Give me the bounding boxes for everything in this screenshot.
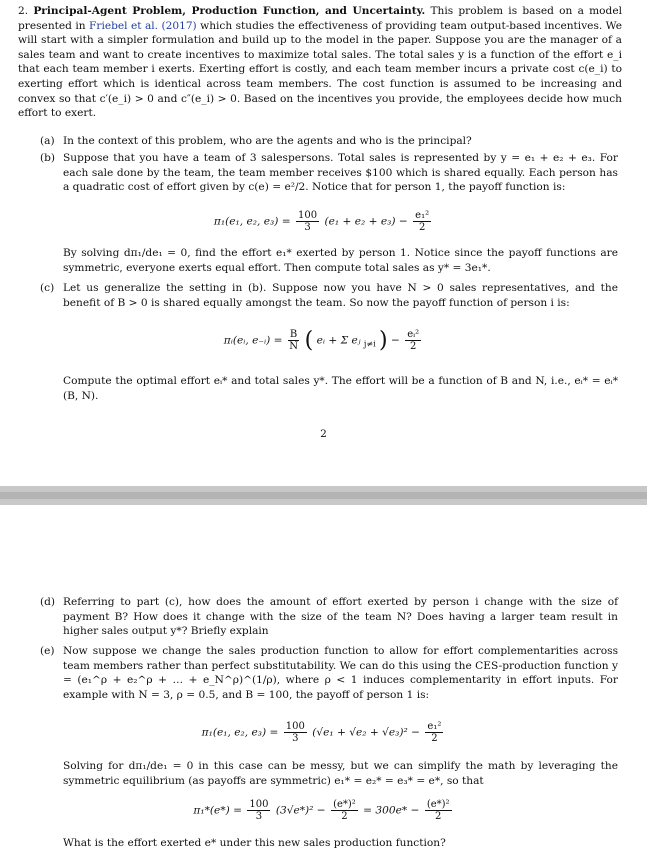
part-d-label: (d) bbox=[40, 596, 56, 608]
eq-c-frac bbox=[288, 329, 299, 352]
eq-b-den: 3 bbox=[304, 222, 311, 233]
page-2 bbox=[0, 505, 647, 855]
eq-e2-c2den: 2 bbox=[435, 811, 442, 822]
eq-c-cnum: eᵢ² bbox=[407, 329, 420, 340]
part-a-text: In the context of this problem, who are the agents and who is the principal? bbox=[63, 135, 472, 147]
intro-text-a: This problem is based on a model presented in bbox=[18, 5, 622, 32]
eq-c-sub: j≠i bbox=[363, 339, 376, 349]
part-e-mid bbox=[40, 759, 618, 788]
eq-b-num: 100 bbox=[298, 210, 318, 221]
eq-e1-rest: (√e₁ + √e₂ + √e₃)² − bbox=[312, 726, 421, 739]
eq-c-den: N bbox=[289, 341, 298, 352]
part-c-after: Compute the optimal effort eᵢ* and total sales y*. The effort will be a function of B and N, i.e., eᵢ* = eᵢ*(B, N). bbox=[63, 375, 618, 402]
eq-e2-cnum: (e*)² bbox=[333, 799, 356, 810]
part-e bbox=[40, 644, 618, 702]
part-b-text: Suppose that you have a team of 3 salespersons. Total sales is represented by y = e₁ + e₂ + e₃. For each sale done by the team, the team member receives $100 which is shared equally. Each person has a quadratic cost of effort given by c(e) = e²/2. Notice that for person 1, the payoff function is: bbox=[63, 152, 618, 194]
intro-text-b: which studies the effectiveness of providing team output-based incentives. We will start with a simpler formulation and build up to the model in the paper. Suppose you are the manager of a sales team and want to create incentives to maximize total sales. The total sales y is a function of the effort e_i that each team member i exerts. Exerting effort is costly, and each team member incurs a private cost c(e_i) to exerting effort which is identical across team members. The cost function is assumed to be increasing and convex so that c′(e_i) > 0 and c″(e_i) > 0. Based on the incentives you provide, the employees decide how much effort to exert. bbox=[18, 19, 622, 120]
citation-link[interactable]: Friebel et al. (2017) bbox=[89, 19, 197, 32]
part-b-followup bbox=[40, 246, 618, 275]
eq-b-cost bbox=[413, 210, 431, 233]
part-d bbox=[40, 595, 618, 639]
eq-e2-lhs: π₁*(e*) = bbox=[193, 804, 243, 817]
part-b-label: (b) bbox=[40, 152, 56, 164]
problem-number: 2. bbox=[18, 5, 29, 17]
eq-e2-num: 100 bbox=[249, 799, 269, 810]
equation-b bbox=[0, 210, 647, 233]
problem-title: Principal-Agent Problem, Production Function, and Uncertainty. bbox=[33, 5, 426, 17]
eq-c-cden: 2 bbox=[410, 341, 417, 352]
part-b bbox=[40, 151, 618, 195]
part-e-question-text: What is the effort exerted e* under this new sales production function? bbox=[63, 837, 446, 849]
eq-e2-c2num: (e*)² bbox=[426, 799, 450, 810]
part-a-label: (a) bbox=[40, 135, 55, 147]
part-e-mid-text: Solving for dπ₁/de₁ = 0 in this case can be messy, but we can simplify the math by leveraging the symmetric equilibrium (as payoffs are symmetric) e₁* = e₂* = e₃* = e*, so that bbox=[63, 760, 618, 787]
eq-e2-mid: = 300e* − bbox=[363, 804, 420, 817]
eq-e1-lhs: π₁(e₁, e₂, e₃) = bbox=[201, 726, 279, 739]
eq-c-num: B bbox=[289, 329, 298, 340]
part-d-text: Referring to part (c), how does the amount of effort exerted by person i change with the size of payment B? How does it change with the size of the team N? Does having a larger team result in higher sales output y*? Briefly explain bbox=[63, 596, 618, 638]
eq-c-lhs: πᵢ(eᵢ, e₋ᵢ) = bbox=[223, 334, 283, 347]
eq-e1-cden: 2 bbox=[431, 733, 438, 744]
part-c-followup bbox=[40, 374, 618, 403]
part-b-after: By solving dπ₁/de₁ = 0, find the effort e₁* exerted by person 1. Notice since the payoff functions are symmetric, everyone exerts equal effort. Then compute total sales as y* = 3e₁*. bbox=[63, 247, 618, 274]
eq-e1-cost bbox=[425, 721, 443, 744]
eq-b-cden: 2 bbox=[418, 222, 426, 233]
page-number: 2 bbox=[320, 428, 327, 440]
eq-c-cost bbox=[405, 329, 421, 352]
part-e-text: Now suppose we change the sales production function to allow for effort complementarities across team members rather than perfect substitutability. We can do this using the CES-production function y = (e₁^ρ + e₂^ρ + … + e_N^ρ)^(1/ρ), where ρ < 1 induces complementarity in effort inputs. For example with N = 3, ρ = 0.5, and B = 100, the payoff of person 1 is: bbox=[63, 645, 618, 701]
eq-c-inner: eᵢ + Σ eⱼ bbox=[316, 334, 361, 347]
part-e-label: (e) bbox=[40, 645, 55, 657]
part-c-label: (c) bbox=[40, 282, 55, 294]
eq-e2-cost bbox=[331, 799, 358, 822]
equation-c: πᵢ(eᵢ, e₋ᵢ) = $\frac{B}{N}$ ( eᵢ + Σ eⱼ $_{j\ne i}$ ) − $\frac{\text{eᵢ²}}{2}$ bbox=[223, 328, 420, 353]
equation-e2 bbox=[0, 799, 647, 822]
eq-b-frac bbox=[296, 210, 319, 233]
eq-b-lhs: π₁(e₁, e₂, e₃) = bbox=[213, 215, 291, 228]
equation-e1 bbox=[0, 721, 647, 744]
eq-b-cnum: e₁² bbox=[415, 210, 430, 221]
part-c-text: Let us generalize the setting in (b). Suppose now you have N > 0 sales representatives, and the benefit of B > 0 is shared equally amongst the team. So now the payoff function of person i is: bbox=[63, 282, 618, 309]
eq-e2-den: 3 bbox=[255, 811, 263, 822]
eq-e2-cost2 bbox=[425, 799, 452, 822]
eq-e1-frac bbox=[284, 721, 307, 744]
eq-e2-cden: 2 bbox=[341, 811, 348, 822]
eq-e1-num: 100 bbox=[285, 721, 305, 732]
part-a bbox=[40, 134, 618, 149]
eq-e1-den: 3 bbox=[292, 733, 299, 744]
part-c bbox=[40, 281, 618, 310]
part-e-question bbox=[40, 836, 618, 851]
problem-intro bbox=[18, 4, 622, 121]
eq-e2-rest: (3√e*)² − bbox=[275, 804, 326, 817]
eq-e1-cnum: e₁² bbox=[427, 721, 442, 732]
eq-e2-frac bbox=[247, 799, 270, 822]
eq-b-rest: (e₁ + e₂ + e₃) − bbox=[324, 215, 408, 228]
page-separator bbox=[0, 486, 647, 505]
